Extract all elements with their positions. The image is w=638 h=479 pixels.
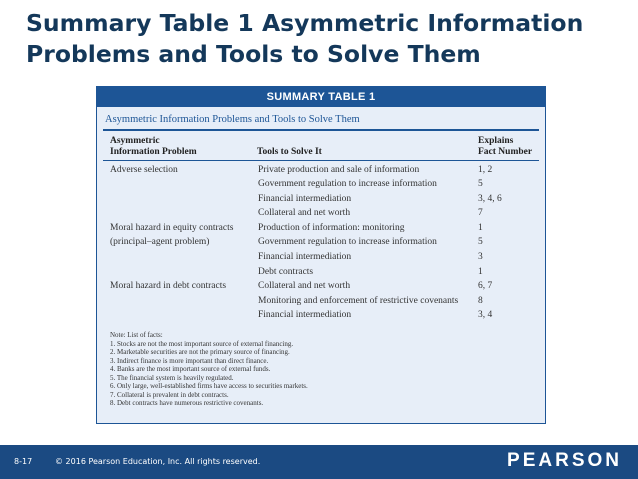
table-header-bar: SUMMARY TABLE 1 [97, 87, 545, 107]
table-row [97, 235, 545, 250]
cell-facts: 5 [478, 237, 483, 248]
table-row [97, 192, 545, 207]
slide-title-line-2: Problems and Tools to Solve Them [26, 40, 481, 68]
note-line: 7. Collateral is prevalent in debt contracts. [110, 390, 229, 399]
cell-facts: 1, 2 [478, 164, 493, 175]
cell-facts: 1 [478, 222, 483, 233]
note-line: 3. Indirect finance is more important than direct finance. [110, 356, 269, 365]
table-row [97, 177, 545, 192]
table-row [97, 221, 545, 236]
table-subtitle: Asymmetric Information Problems and Tools to Solve Them [105, 114, 360, 125]
column-header-problem [110, 136, 197, 158]
cell-facts: 6, 7 [478, 281, 493, 292]
copyright-notice: © 2016 Pearson Education, Inc. All rights reserved. [55, 457, 261, 466]
table-row [97, 250, 545, 265]
note-line: 4. Banks are the most important source of external funds. [110, 365, 271, 373]
column-header-tools: Tools to Solve It [257, 146, 322, 157]
cell-facts: 8 [478, 295, 483, 306]
table-row [97, 206, 545, 221]
cell-facts: 7 [478, 208, 483, 219]
cell-problem: Moral hazard in debt contracts [110, 281, 227, 292]
table-body [97, 163, 545, 324]
cell-tool: Collateral and net worth [258, 208, 351, 219]
table-row [97, 265, 545, 280]
cell-tool: Financial intermediation [258, 193, 352, 204]
slide-title-line-1: Summary Table 1 Asymmetric Information [26, 9, 584, 37]
cell-tool: Financial intermediation [258, 310, 352, 321]
cell-problem: Moral hazard in equity contracts [110, 222, 234, 233]
cell-tool: Debt contracts [258, 266, 314, 277]
table-row [97, 294, 545, 309]
column-header-facts-line-2: Fact Number [478, 146, 533, 157]
note-line: 8. Debt contracts have numerous restrictive covenants. [110, 399, 264, 407]
cell-facts: 5 [478, 179, 483, 190]
note-line: 5. The financial system is heavily regulated. [110, 373, 234, 382]
cell-tool: Government regulation to increase information [258, 179, 437, 190]
note-line: 6. Only large, well-established firms have access to securities markets. [110, 382, 308, 390]
table-column-headers [97, 134, 545, 160]
column-header-facts-line-1: Explains [478, 135, 514, 146]
table-row [97, 163, 545, 178]
cell-tool: Government regulation to increase information [258, 237, 437, 248]
column-header-problem-line-1: Asymmetric [110, 135, 160, 146]
cell-facts: 1 [478, 266, 483, 277]
cell-tool: Financial intermediation [258, 252, 352, 263]
slide-title [26, 8, 616, 70]
table-notes [110, 331, 530, 408]
cell-tool: Collateral and net worth [258, 281, 351, 292]
cell-facts: 3 [478, 252, 483, 263]
column-header-problem-line-2: Information Problem [110, 146, 197, 157]
cell-tool: Production of information: monitoring [258, 222, 405, 233]
cell-facts: 3, 4 [478, 310, 493, 321]
cell-problem: Adverse selection [110, 164, 178, 175]
note-line: Note: List of facts: [110, 331, 163, 339]
column-header-facts [478, 136, 532, 158]
pearson-logo: PEARSON [507, 450, 622, 471]
summary-table-panel [96, 86, 546, 424]
table-rule-header [103, 160, 539, 161]
table-row [97, 308, 545, 323]
slide-number: 8-17 [14, 457, 33, 466]
table-rule-top [103, 129, 539, 131]
table-row [97, 279, 545, 294]
note-line: 2. Marketable securities are not the primary source of financing. [110, 348, 290, 356]
cell-facts: 3, 4, 6 [478, 193, 502, 204]
footer-bar [0, 445, 638, 479]
cell-problem: (principal–agent problem) [110, 237, 210, 248]
note-line: 1. Stocks are not the most important source of external financing. [110, 339, 294, 348]
cell-tool: Monitoring and enforcement of restrictive covenants [258, 295, 459, 306]
cell-tool: Private production and sale of information [258, 164, 420, 175]
